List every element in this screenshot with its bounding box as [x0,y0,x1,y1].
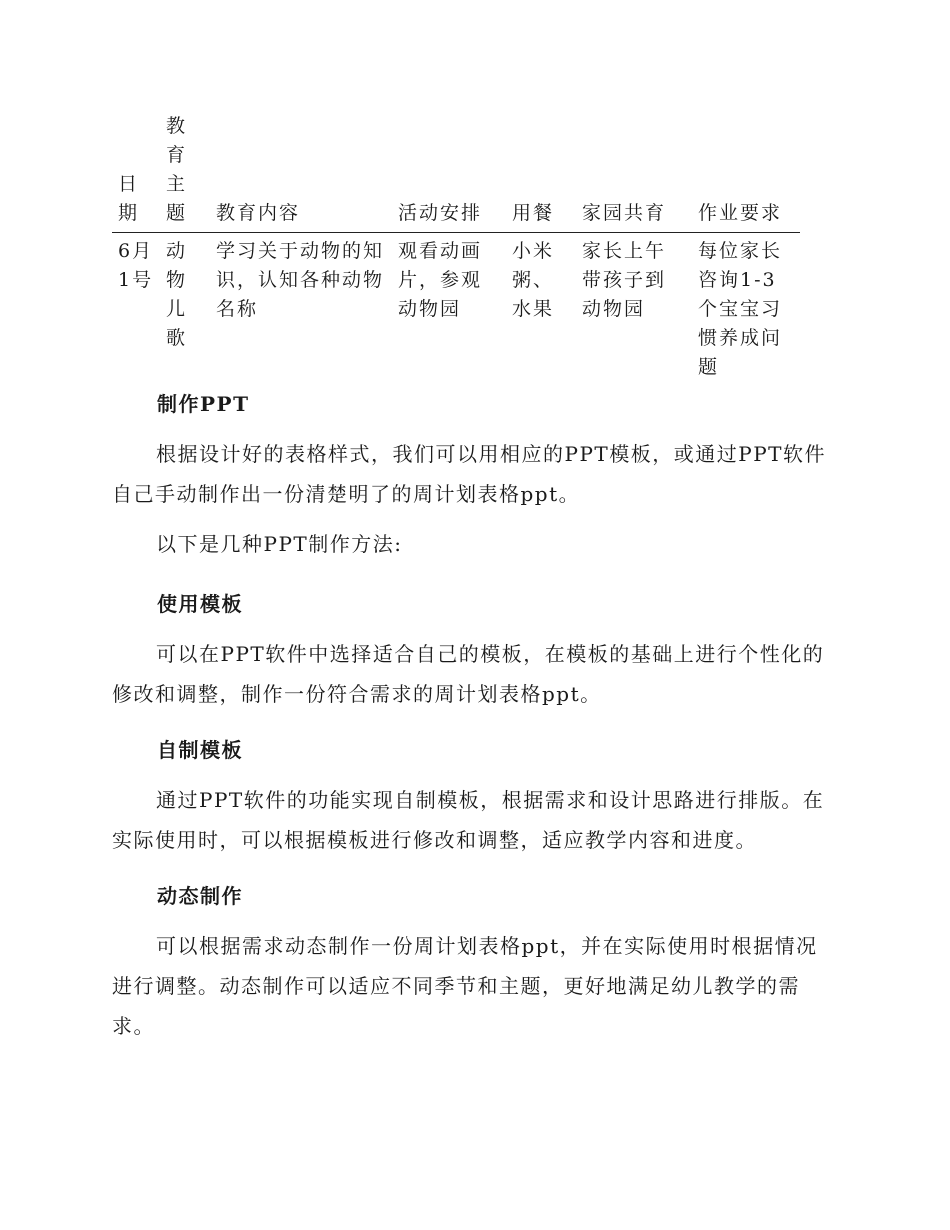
cell-content: 学习关于动物的知识，认知各种动物名称 [216,240,385,320]
table-header-row [112,112,800,233]
header-homework: 作业要求 [692,112,800,233]
section-heading-dynamic: 动态制作 [157,884,243,908]
header-content: 教育内容 [210,112,392,233]
paragraph-ppt: 根据设计好的表格样式，我们可以用相应的PPT模板，或通过PPT软件自己手动制作出一份清楚明了的周计划表格ppt。 [112,442,827,506]
cell-home: 家长上午带孩子到动物园 [582,240,667,320]
paragraph-template: 可以在PPT软件中选择适合自己的模板，在模板的基础上进行个性化的修改和调整，制作一份符合需求的周计划表格ppt。 [112,642,825,706]
paragraph-methods-intro: 以下是几种PPT制作方法: [156,532,403,556]
header-activity: 活动安排 [392,112,506,233]
section-heading-ppt: 制作PPT [157,392,250,416]
header-meal: 用餐 [506,112,576,233]
header-home: 家园共育 [576,112,692,233]
header-date: 日期 [112,112,160,233]
table-row [112,233,800,383]
cell-meal: 小米粥、水果 [512,240,555,320]
paragraph-dynamic: 可以根据需求动态制作一份周计划表格ppt，并在实际使用时根据情况进行调整。动态制作可以适应不同季节和主题，更好地满足幼儿教学的需求。 [112,934,818,1038]
weekly-plan-table [112,112,800,382]
paragraph-custom: 通过PPT软件的功能实现自制模板，根据需求和设计思路进行排版。在实际使用时，可以根据模板进行修改和调整，适应教学内容和进度。 [112,788,825,852]
header-theme: 教育主题 [160,112,210,233]
cell-homework: 每位家长咨询1-3个宝宝习惯养成问题 [698,240,783,378]
cell-date: 6月1号 [118,240,154,291]
section-heading-template: 使用模板 [157,592,243,616]
cell-activity: 观看动画片，参观动物园 [398,240,483,320]
section-heading-custom: 自制模板 [157,738,243,762]
cell-theme: 动物儿歌 [166,240,188,349]
